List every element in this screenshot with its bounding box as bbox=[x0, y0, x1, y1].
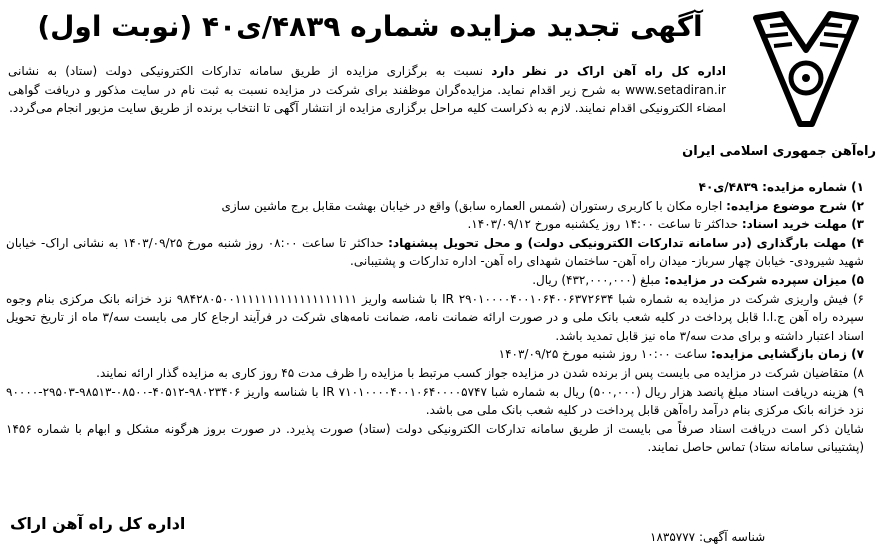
item-document-deadline bbox=[6, 215, 864, 234]
item-label: ۷) زمان بازگشایی مزایده: bbox=[710, 347, 864, 362]
item-label: ۲) شرح موضوع مزایده: bbox=[726, 198, 864, 213]
item-upload-deadline bbox=[6, 234, 864, 271]
item-auction-number bbox=[6, 178, 864, 197]
item-text: شایان ذکر است دریافت اسناد صرفاً می بایست از طریق سامانه تدارکات الکترونیکی دولت (ستاد) صورت پذیرد. در صورت بروز هرگونه مشکل و ابهام با شماره ۱۴۵۶ (پشتیبانی سامانه ستاد) تماس حاصل نمایند. bbox=[6, 421, 864, 455]
item-text: ۹) هزینه دریافت اسناد مبلغ پانصد هزار ریال (۵۰۰,۰۰۰) ریال به شماره شبا IR ۷۱۰۱۰۰۰۰۴۰۰۱۰۶۴۰۰۰۰۵۷۴۷ با شناسه واریز ۹۸۰۲۳۴۰۶-۴۰۵۱۲-۰۸۵۰۰-۹۸۵۱۳-۲۹۵۰۳-۹۰۰۰۰ نزد خزانه بانک مرکزی بنام درآمد راه‌آهن قابل پرداخت در کلیه شعب بانک ملی می باشد. bbox=[6, 384, 864, 418]
item-label: ۳) مهلت خرید اسناد: bbox=[741, 217, 864, 232]
item-deposit bbox=[6, 271, 864, 290]
item-text: ۶) فیش واریزی شرکت در مزایده به شماره شبا IR ۲۹۰۱۰۰۰۰۴۰۰۱۰۶۴۰۰۶۳۷۲۶۳۴ با شناسه واریز ۹۸۴۲۸۰۵۰۰۱۱۱۱۱۱۱۱۱۱۱۱۱۱۱۱۱۱۱ نزد خزانه بانک مرکزی بنام وجوه سپرده راه آهن ج.ا.ا قابل پرداخت در کلیه شعب بانک ملی و در صورت ارائه ضمانت نامه، ضمانت نامه‌های شرکت در فرآیند ارجاع کار می بایست سه/۳ ماه از تاریخ تحویل اسناد اعتبار داشته و برای مدت سه/۳ ماه نیز قابل تمدید باشد. bbox=[6, 291, 864, 343]
item-document-fee bbox=[6, 383, 864, 420]
item-label: ۵) میزان سپرده شرکت در مزایده: bbox=[664, 272, 864, 287]
item-text: ساعت ۱۰:۰۰ روز شنبه مورخ ۱۴۰۳/۰۹/۲۵ bbox=[498, 347, 711, 362]
notice-items bbox=[6, 178, 864, 457]
notice-intro bbox=[8, 62, 726, 118]
item-label: ۴) مهلت بارگذاری (در سامانه تدارکات الکترونیکی دولت) و محل تحویل پیشنهاد: bbox=[388, 235, 864, 250]
item-text: حداکثر تا ساعت ۰۸:۰۰ روز شنبه مورخ ۱۴۰۳/۰۹/۲۵ به نشانی اراک- خیابان شهید شیرودی- خیابان چهار سرباز- میدان راه آهن- ساختمان شهدای راه آهن- اداره تدارکات و پشتیبانی. bbox=[6, 235, 864, 269]
item-text: حداکثر تا ساعت ۱۴:۰۰ روز یکشنبه مورخ ۱۴۰۳/۰۹/۱۲. bbox=[467, 217, 742, 232]
item-text: اجاره مکان با کاربری رستوران (شمس العماره سابق) واقع در خیابان بهشت مقابل برج ماشین سازی bbox=[221, 198, 727, 213]
item-label: ۱) شماره مزایده: ۴۸۳۹/ی۴۰ bbox=[698, 180, 864, 194]
item-text: مبلغ (۴۳۲,۰۰۰,۰۰۰) ریال. bbox=[532, 272, 665, 287]
item-subject bbox=[6, 197, 864, 216]
item-payment bbox=[6, 290, 864, 346]
notice-title: آگهی تجدید مزایده شماره ۴۸۳۹/ی۴۰ (نوبت اول) bbox=[37, 10, 703, 43]
intro-text: نسبت به برگزاری مزایده از طریق سامانه تدارکات الکترونیکی دولت (ستاد) به نشانی www.setadiran.ir به شرح زیر اقدام نماید. مزایده‌گران موظفند برای شرکت در مزایده نسبت به ثبت نام در سایت مذکور و دریافت گواهی امضاء الکترونیکی اقدام نمایند. لازم به ذکراست کلیه مراحل برگزاری مزایده از انتشار آگهی تا انتخاب برنده از طریق سایت مزبور انجام می‌گردد. bbox=[8, 64, 726, 115]
item-text: ۸) متقاضیان شرکت در مزایده می بایست پس از برنده شدن در مزایده جواز کسب مرتبط با مزایده را ظرف مدت ۴۵ روز کاری به مزایده گذار ارائه نمایند. bbox=[96, 365, 864, 380]
signature: اداره کل راه آهن اراک bbox=[10, 514, 186, 533]
logo-caption: راه‌آهن جمهوری اسلامی ایران bbox=[682, 144, 876, 159]
item-note bbox=[6, 420, 864, 457]
item-license bbox=[6, 364, 864, 383]
ad-code: شناسه آگهی: ۱۸۳۵۷۷۷ bbox=[650, 530, 766, 544]
railway-logo-icon bbox=[752, 8, 860, 130]
item-opening-time bbox=[6, 345, 864, 364]
intro-organization: اداره کل راه آهن اراک در نظر دارد bbox=[491, 64, 726, 78]
